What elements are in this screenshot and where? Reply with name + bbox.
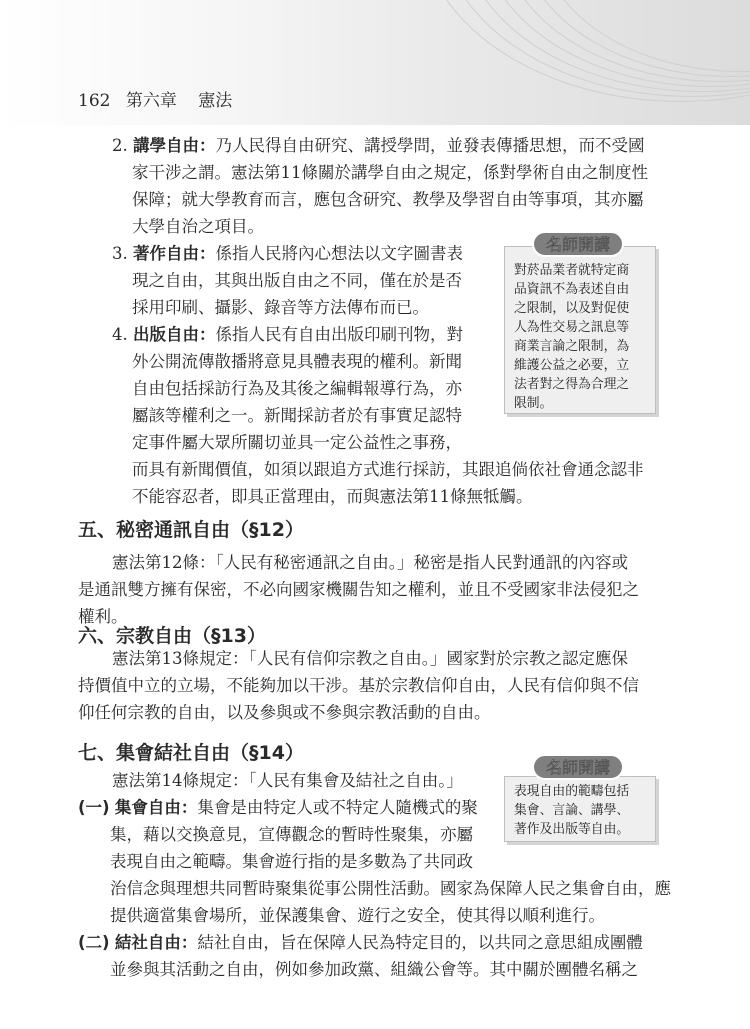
badge-shape-icon [532,231,624,257]
tip-box-1 [504,246,656,414]
item-writing-line: 採用印刷、攝影、錄音等方法傳布而已。 [132,298,429,317]
term-publishing: 出版自由： [133,325,216,344]
section-6-line: 憲法第13條規定：「人民有信仰宗教之自由。」國家對於宗教之認定應保 [112,649,628,668]
tip-2-text: 表現自由的範疇包括 集會、言論、講學、 著作及出版等自由。 [514,784,630,837]
item-lecture-line: 家干涉之謂。憲法第11條關於講學自由之規定，係對學術自由之制度性 [132,163,648,182]
section-heading-7: 七、集會結社自由（§14） [78,742,304,764]
svg-text:名師開講: 名師開講 [545,758,611,777]
term-assembly: 集會自由： [114,798,198,817]
item-publishing-line: 外公開流傳散播將意見具體表現的權利。新聞 [132,352,462,371]
badge-shape-icon [532,754,624,780]
assembly-line: 治信念與理想共同暫時聚集從事公開性活動。國家為保障人民之集會自由，應 [110,879,671,898]
item-lecture-line: 保障；就大學教育而言，應包含研究、教學及學習自由等事項，其亦屬 [132,190,644,209]
item-publishing-line: 不能容忍者，即具正當理由，而與憲法第11條無牴觸。 [132,487,533,506]
section-heading-5: 五、秘密通訊自由（§12） [78,519,304,541]
section-5-line: 憲法第12條：「人民有秘密通訊之自由。」秘密是指人民對通訊的內容或 [112,553,628,572]
section-6-line: 仰任何宗教的自由，以及參與或不參與宗教活動的自由。 [78,703,491,722]
item-publishing-line: 而具有新聞價值，如須以跟追方式進行採訪，其跟追倘依社會通念認非 [132,460,644,479]
page-number: 162 [78,91,111,111]
association-line: 並參與其活動之自由，例如參加政黨、組織公會等。其中關於團體名稱之 [110,960,638,979]
item-writing-line-1: 3. 著作自由：係指人民將內心想法以文字圖書表 [112,244,463,263]
tip-1-text: 對菸品業者就特定商 品資訊不為表述自由 之限制，以及對促使 人為性交易之訊息等 商業言論之限制，為 維護公益之必要，立 法者對之得為合理之 限制。 [514,263,630,411]
assembly-line: 提供適當集會場所，並保護集會、遊行之安全，使其得以順利進行。 [110,906,605,925]
term-association: 結社自由： [114,933,198,952]
item-publishing-line-1: 4. 出版自由：係指人民有自由出版印刷刊物，對 [112,325,463,344]
tip-badge-1 [532,231,624,257]
section-5-line: 權利。 [78,607,128,626]
item-writing-line: 現之自由，其與出版自由之不同，僅在於是否 [132,271,462,290]
svg-text:名師開講: 名師開講 [545,235,611,254]
item-lecture-line: 大學自治之項目。 [132,217,264,236]
term-lecture: 講學自由： [133,136,216,155]
item-lecture-line-1: 2. 講學自由：乃人民得自由研究、講授學問，並發表傳播思想，而不受國 [112,136,645,155]
term-writing: 著作自由： [133,244,216,263]
running-head [78,86,232,111]
assembly-line: 表現自由之範疇。集會遊行指的是多數為了共同政 [110,852,473,871]
section-heading-6: 六、宗教自由（§13） [78,625,266,647]
item-publishing-line: 自由包括採訪行為及其後之編輯報導行為，亦 [132,379,462,398]
chapter-title: 憲法 [198,91,233,111]
section-5-line: 是通訊雙方擁有保密，不必向國家機關告知之權利，並且不受國家非法侵犯之 [78,580,639,599]
tip-box-2 [504,776,656,842]
tip-badge-2 [532,754,624,780]
section-7-intro: 憲法第14條規定：「人民有集會及結社之自由。」 [112,771,463,790]
item-publishing-line: 定事件屬大眾所關切並具一定公益性之事務， [132,433,462,452]
assembly-line-1: (一) 集會自由：集會是由特定人或不特定人隨機式的聚 [78,798,478,817]
association-line-1: (二) 結社自由：結社自由，旨在保障人民為特定目的，以共同之意思組成團體 [78,933,643,952]
item-publishing-line: 屬該等權利之一。新聞採訪者於有事實足認特 [132,406,462,425]
section-6-line: 持價值中立的立場，不能夠加以干涉。基於宗教信仰自由，人民有信仰與不信 [78,676,639,695]
chapter-label: 第六章 [125,91,177,111]
assembly-line: 集，藉以交換意見，宣傳觀念的暫時性聚集，亦屬 [110,825,473,844]
